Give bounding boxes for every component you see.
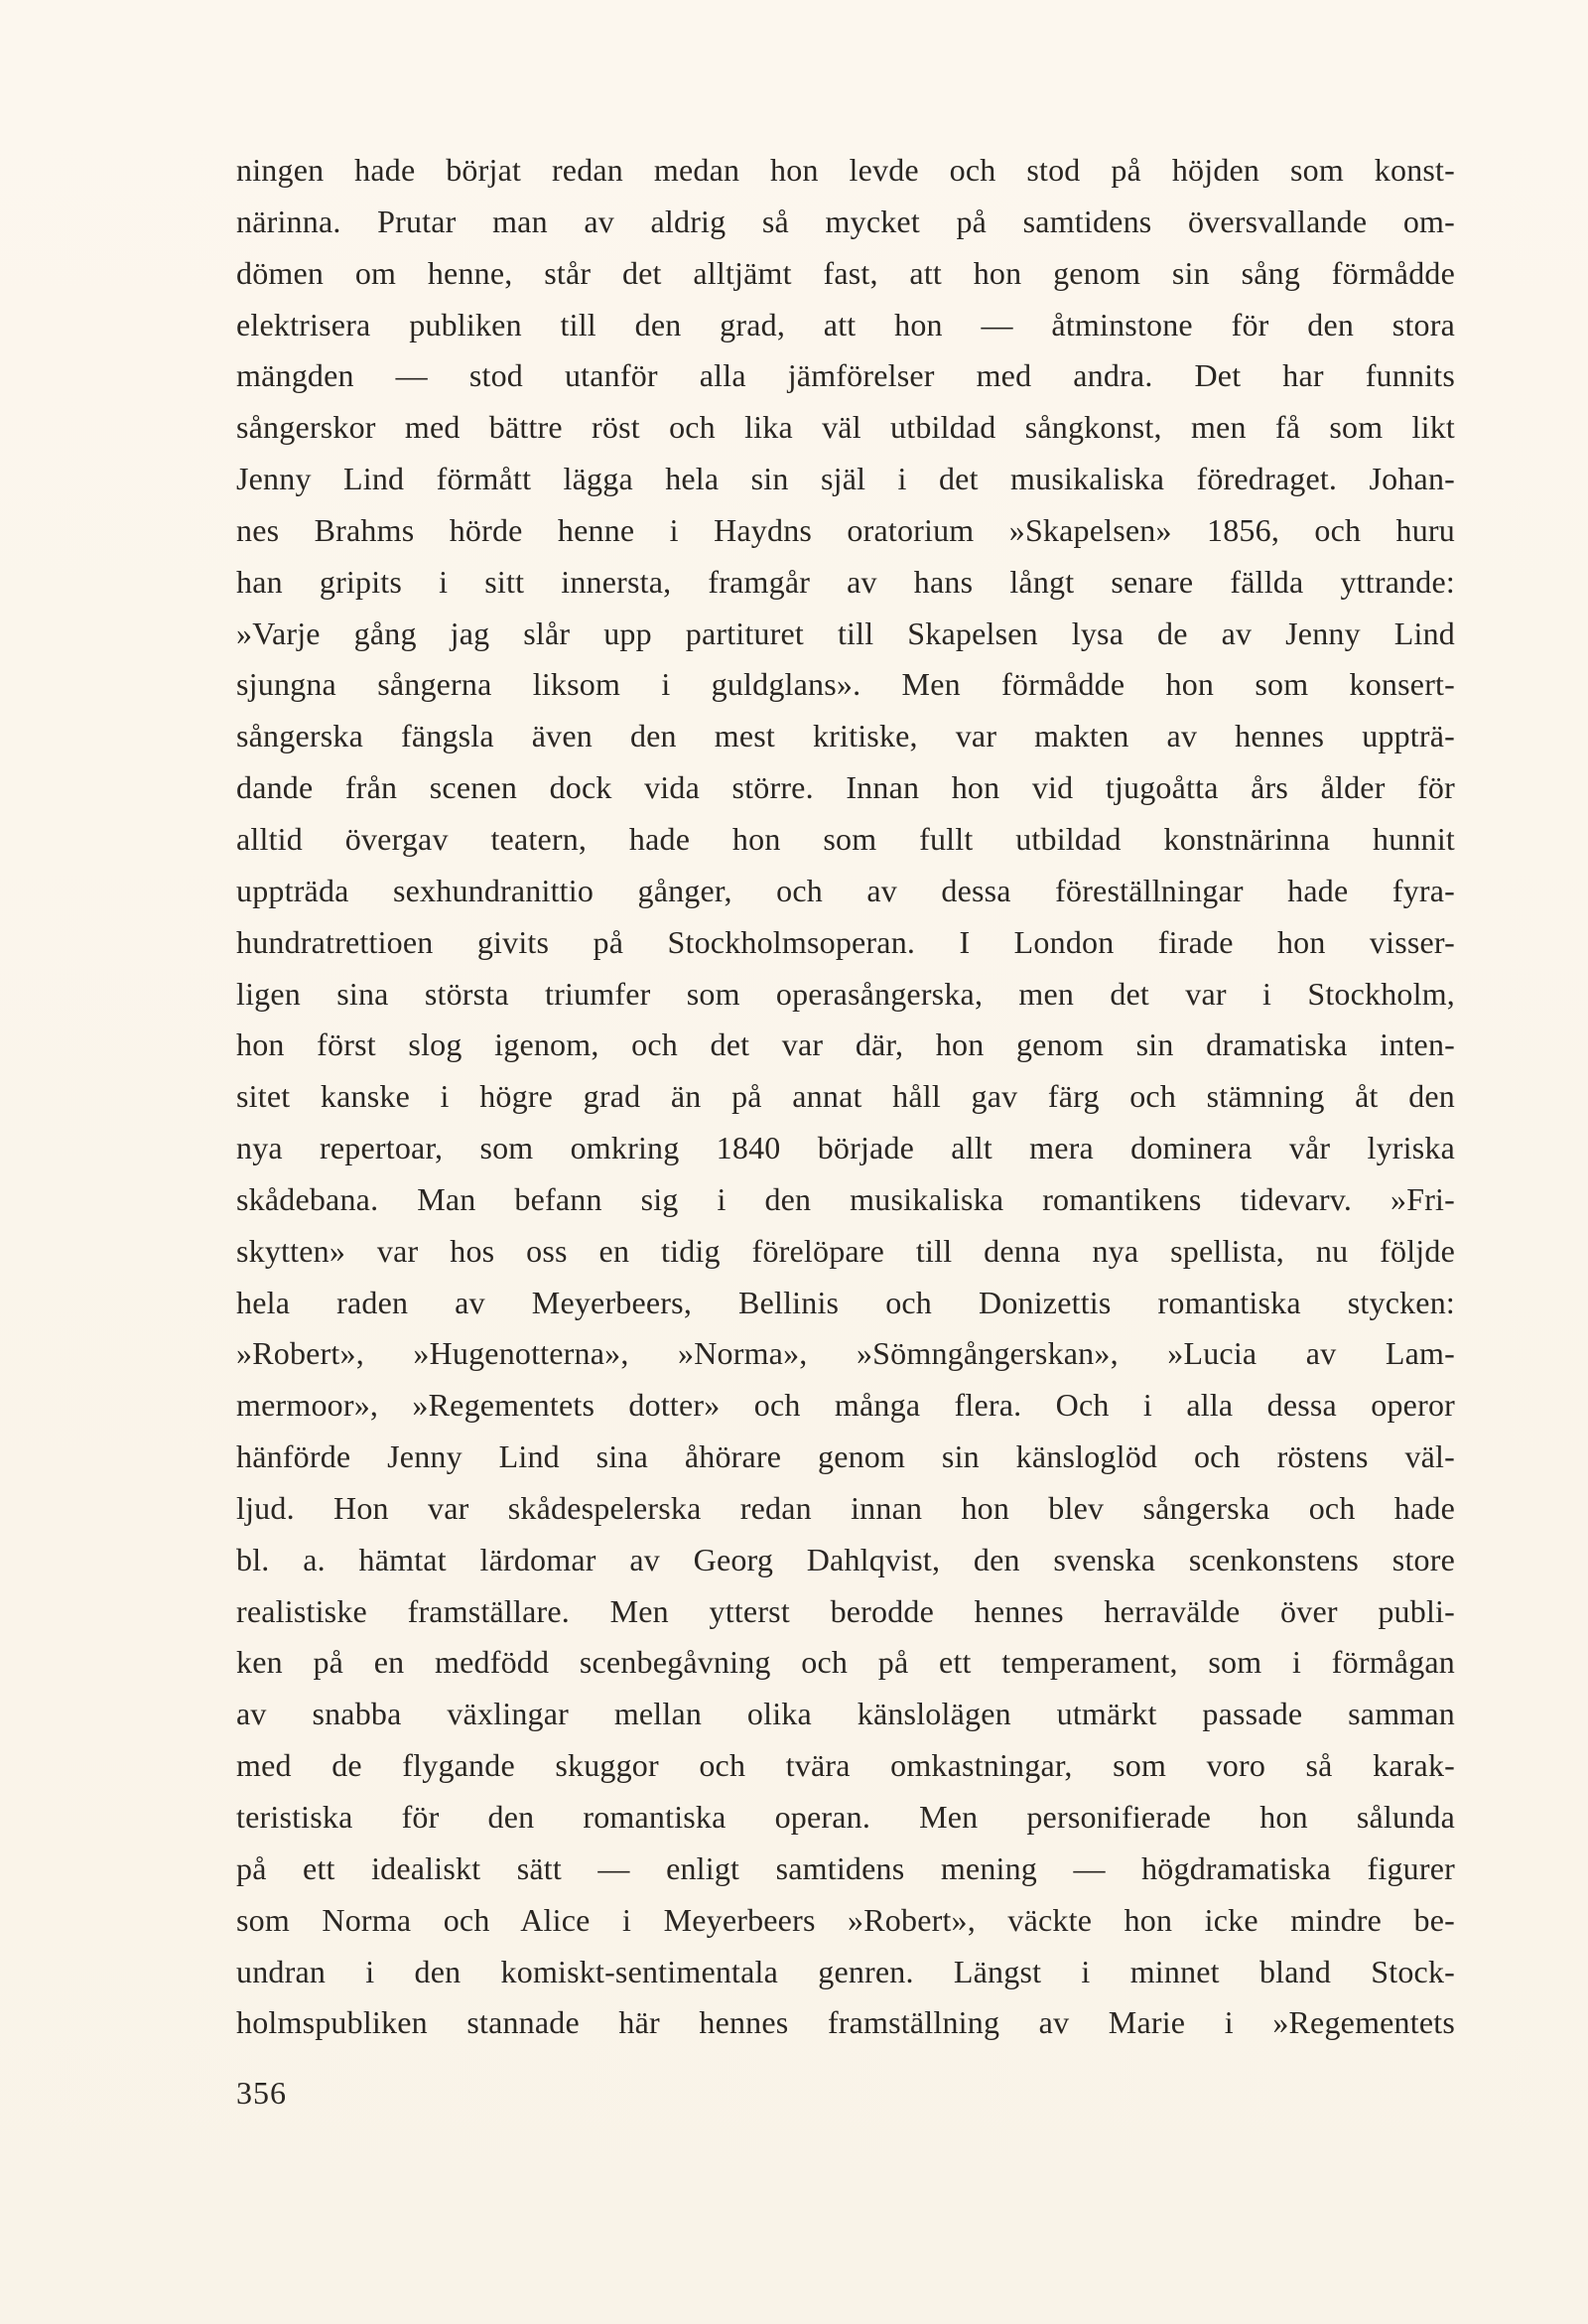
text-line: sångerska fängsla även den mest kritiske, var makten av hennes uppträ-: [236, 718, 1455, 754]
text-line: Jenny Lind förmått lägga hela sin själ i det musikaliska föredraget. Johan-: [236, 461, 1455, 497]
text-line: holmspubliken stannade här hennes framställning av Marie i »Regementets: [236, 2004, 1455, 2041]
text-line: på ett idealiskt sätt — enligt samtidens mening — högdramatiska figurer: [236, 1849, 1455, 1886]
text-line: bl. a. hämtat lärdomar av Georg Dahlqvist, den svenska scenkonstens store: [236, 1541, 1455, 1577]
text-line: skytten» var hos oss en tidig förelöpare till denna nya spellista, nu följde: [236, 1232, 1455, 1269]
body-text: [236, 145, 1455, 2049]
text-line: realistiske framställare. Men ytterst berodde hennes herravälde över publi-: [236, 1592, 1455, 1629]
text-line: mängden — stod utanför alla jämförelser med andra. Det har funnits: [236, 357, 1455, 394]
text-line: hon först slog igenom, och det var där, hon genom sin dramatiska inten-: [236, 1026, 1455, 1063]
text-line: hundratrettioen givits på Stockholmsoperan. I London firade hon visser-: [236, 923, 1455, 960]
text-line: som Norma och Alice i Meyerbeers »Robert», väckte hon icke mindre be-: [236, 1901, 1455, 1938]
text-line: alltid övergav teatern, hade hon som fullt utbildad konstnärinna hunnit: [236, 820, 1455, 857]
text-line: undran i den komiskt-sentimentala genren. Längst i minnet bland Stock-: [236, 1953, 1455, 1989]
text-line: närinna. Prutar man av aldrig så mycket på samtidens översvallande om-: [236, 203, 1455, 239]
text-line: han gripits i sitt innersta, framgår av hans långt senare fällda yttrande:: [236, 563, 1455, 600]
text-line: ningen hade börjat redan medan hon levde och stod på höjden som konst-: [236, 152, 1455, 188]
text-line: med de flygande skuggor och tvära omkastningar, som voro så karak-: [236, 1747, 1455, 1784]
text-line: av snabba växlingar mellan olika känslolägen utmärkt passade samman: [236, 1696, 1455, 1732]
text-line: sitet kanske i högre grad än på annat håll gav färg och stämning åt den: [236, 1078, 1455, 1115]
text-line: ljud. Hon var skådespelerska redan innan hon blev sångerska och hade: [236, 1489, 1455, 1526]
text-line: »Robert», »Hugenotterna», »Norma», »Sömngångerskan», »Lucia av Lam-: [236, 1335, 1455, 1372]
text-line: nes Brahms hörde henne i Haydns oratorium »Skapelsen» 1856, och huru: [236, 511, 1455, 548]
text-line: hela raden av Meyerbeers, Bellinis och Donizettis romantiska stycken:: [236, 1284, 1455, 1320]
text-line: mermoor», »Regementets dotter» och många flera. Och i alla dessa operor: [236, 1387, 1455, 1424]
page-number: 356: [236, 2075, 287, 2111]
text-line: sångerskor med bättre röst och lika väl utbildad sångkonst, men få som likt: [236, 409, 1455, 446]
text-line: nya repertoar, som omkring 1840 började allt mera dominera vår lyriska: [236, 1130, 1455, 1166]
text-line: ligen sina största triumfer som operasångerska, men det var i Stockholm,: [236, 975, 1455, 1012]
text-line: elektrisera publiken till den grad, att hon — åtminstone för den stora: [236, 306, 1455, 342]
text-line: skådebana. Man befann sig i den musikaliska romantikens tidevarv. »Fri-: [236, 1180, 1455, 1217]
text-line: dömen om henne, står det alltjämt fast, att hon genom sin sång förmådde: [236, 254, 1455, 291]
text-line: sjungna sångerna liksom i guldglans». Men förmådde hon som konsert-: [236, 666, 1455, 703]
text-line: »Varje gång jag slår upp partituret till Skapelsen lysa de av Jenny Lind: [236, 615, 1455, 651]
text-line: teristiska för den romantiska operan. Men personifierade hon sålunda: [236, 1799, 1455, 1835]
text-line: dande från scenen dock vida större. Innan hon vid tjugoåtta års ålder för: [236, 769, 1455, 806]
text-line: hänförde Jenny Lind sina åhörare genom sin känsloglöd och röstens väl-: [236, 1438, 1455, 1475]
text-line: uppträda sexhundranittio gånger, och av dessa föreställningar hade fyra-: [236, 872, 1455, 908]
text-line: ken på en medfödd scenbegåvning och på ett temperament, som i förmågan: [236, 1644, 1455, 1681]
